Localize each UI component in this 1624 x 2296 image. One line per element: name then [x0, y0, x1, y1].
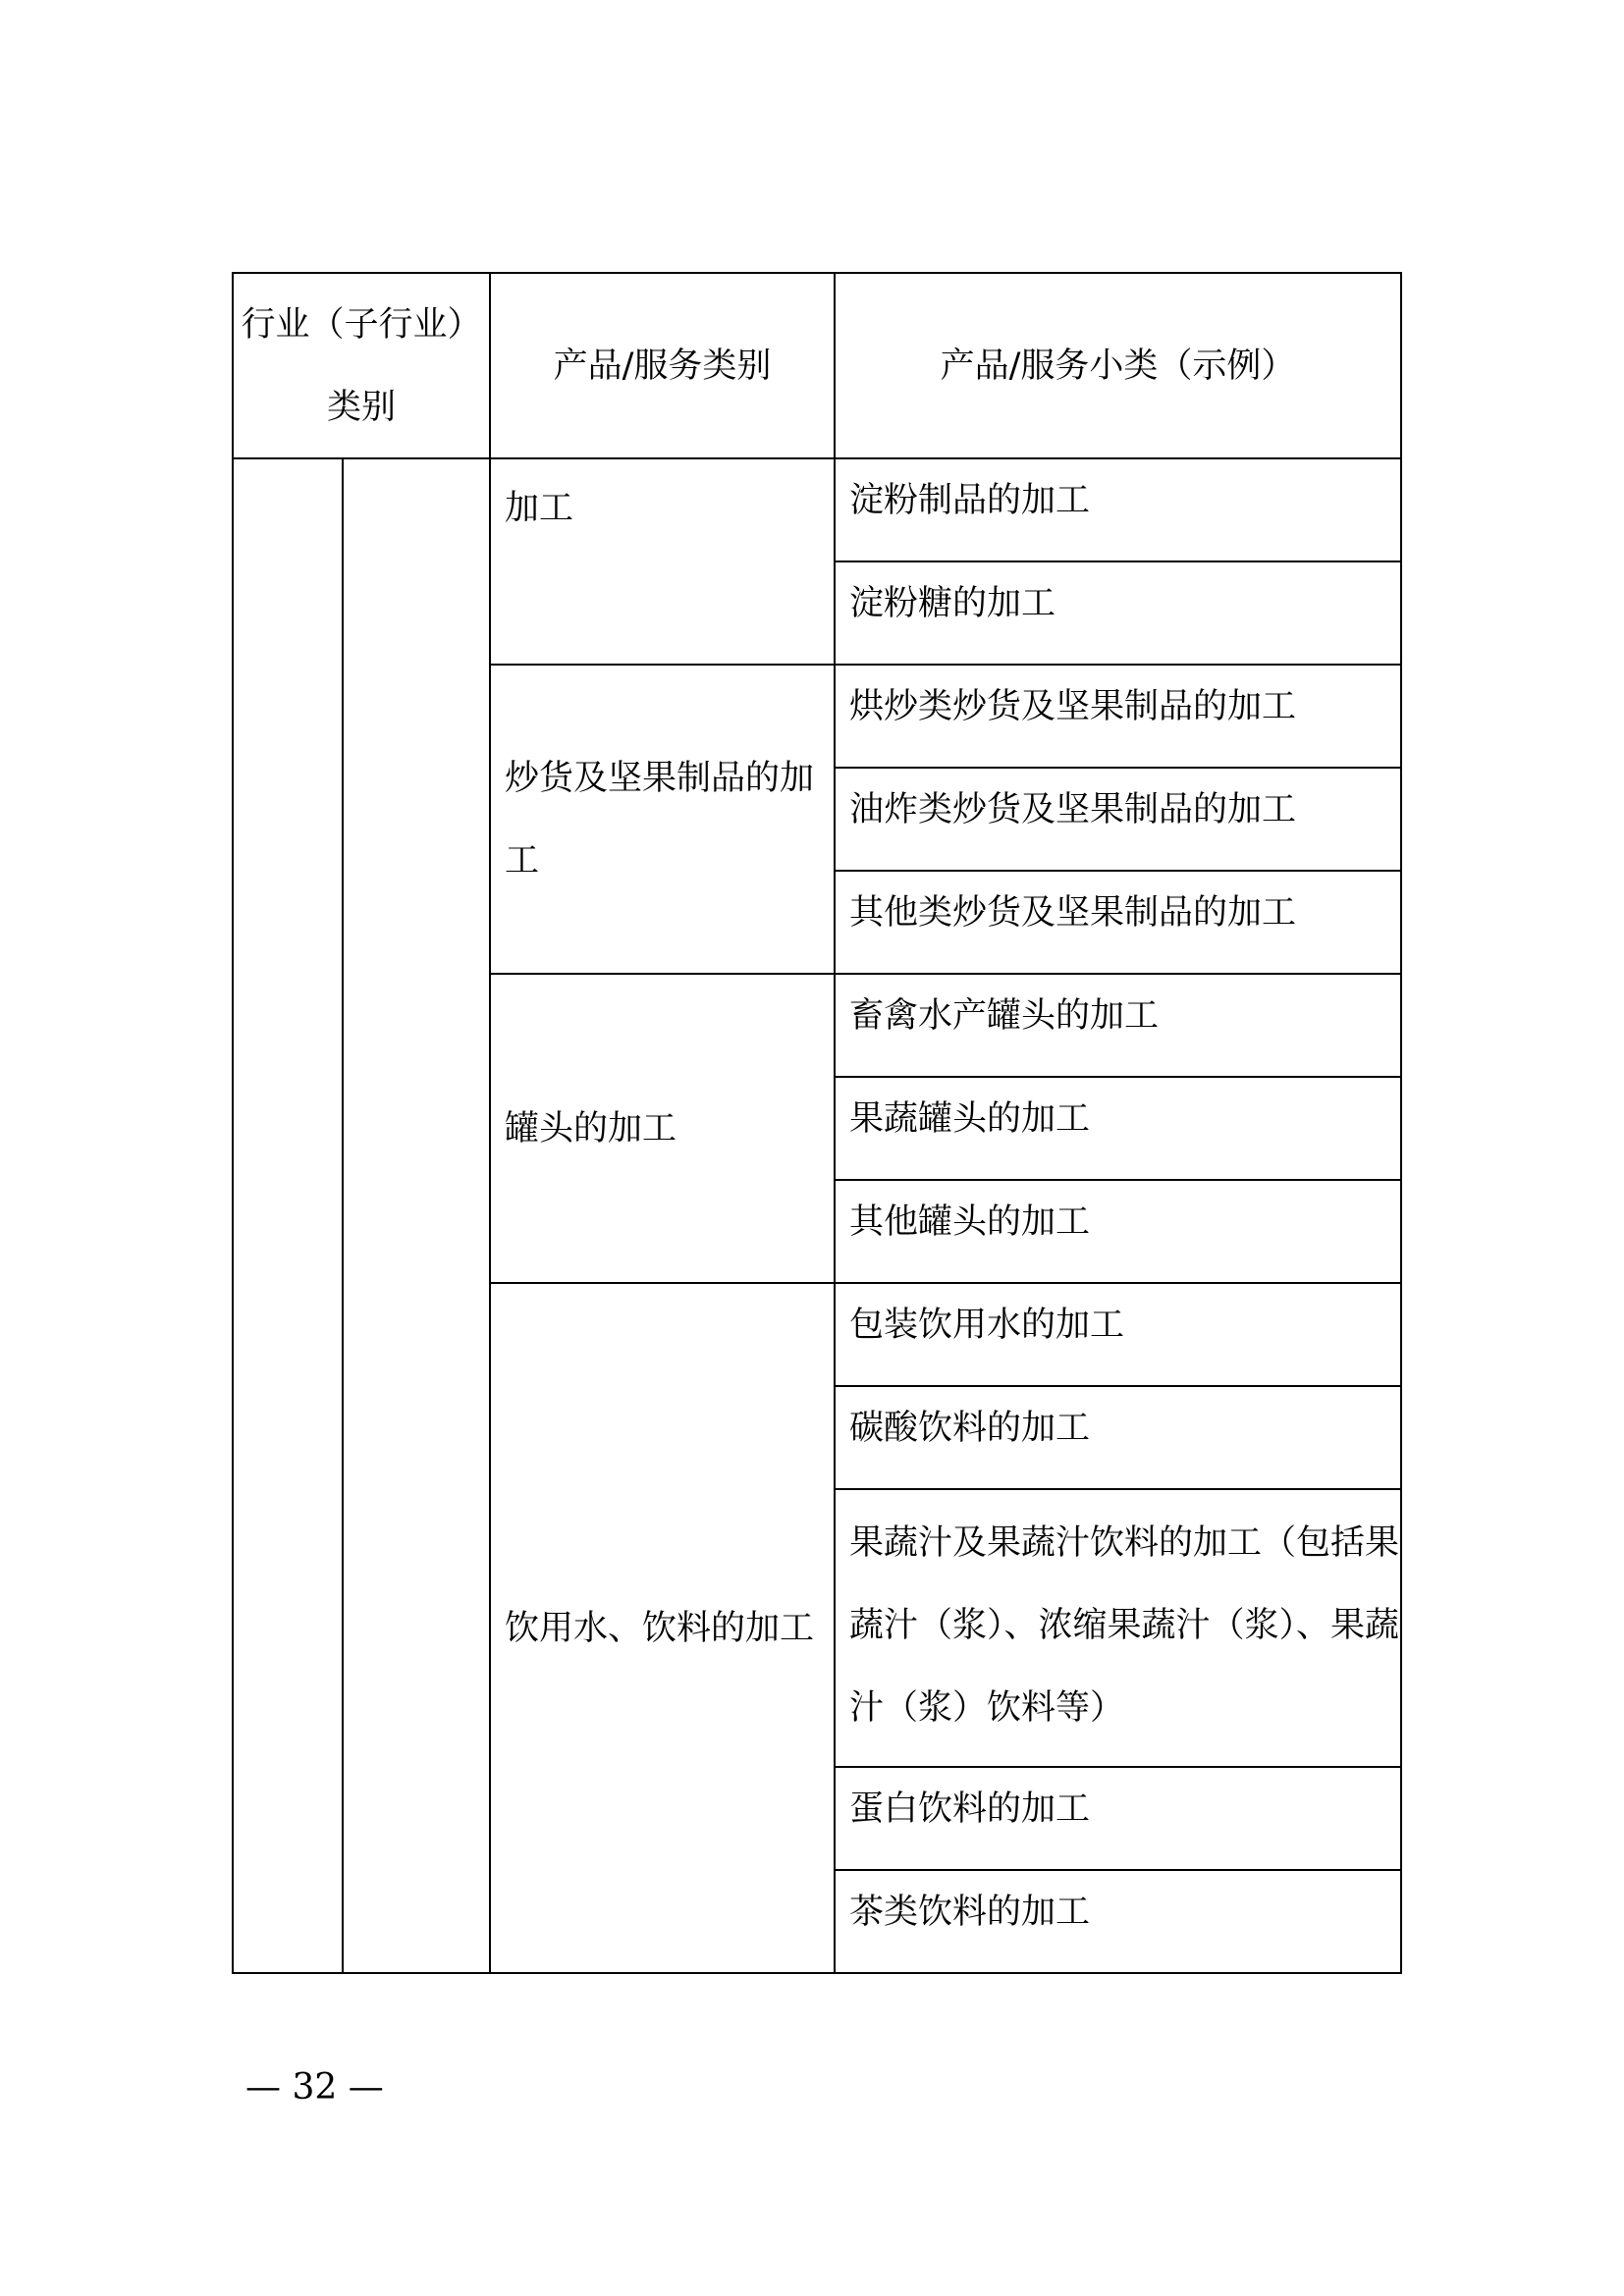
- subcategory-cell: 其他类炒货及坚果制品的加工: [835, 871, 1401, 974]
- subcategory-cell: 畜禽水产罐头的加工: [835, 974, 1401, 1077]
- page-number: — 32 —: [245, 2067, 384, 2108]
- table-header-row: [233, 273, 1401, 458]
- category-cell: 炒货及坚果制品的加工: [490, 665, 835, 974]
- header-subcategory: 产品/服务小类（示例）: [835, 273, 1401, 458]
- table-row: [233, 458, 1401, 561]
- subcategory-cell: 碳酸饮料的加工: [835, 1386, 1401, 1489]
- subcategory-cell: 果蔬罐头的加工: [835, 1077, 1401, 1180]
- category-cell: 饮用水、饮料的加工: [490, 1283, 835, 1973]
- category-cell: 加工: [490, 458, 835, 665]
- subcategory-cell: 烘炒类炒货及坚果制品的加工: [835, 665, 1401, 768]
- subcategory-cell: 淀粉制品的加工: [835, 458, 1401, 561]
- subcategory-cell: 蛋白饮料的加工: [835, 1767, 1401, 1870]
- industry-cell-blank: [233, 458, 343, 1973]
- subcategory-cell: 包装饮用水的加工: [835, 1283, 1401, 1386]
- subcategory-cell: 茶类饮料的加工: [835, 1870, 1401, 1973]
- header-category: 产品/服务类别: [490, 273, 835, 458]
- subcategory-cell: 淀粉糖的加工: [835, 561, 1401, 665]
- subindustry-cell-blank: [343, 458, 490, 1973]
- category-cell: 罐头的加工: [490, 974, 835, 1283]
- subcategory-cell: 油炸类炒货及坚果制品的加工: [835, 768, 1401, 871]
- subcategory-cell: 其他罐头的加工: [835, 1180, 1401, 1283]
- header-industry: 行业（子行业）类别: [233, 273, 490, 458]
- subcategory-cell: 果蔬汁及果蔬汁饮料的加工（包括果蔬汁（浆）、浓缩果蔬汁（浆）、果蔬汁（浆）饮料等）: [835, 1489, 1401, 1767]
- product-service-table: [232, 272, 1402, 1974]
